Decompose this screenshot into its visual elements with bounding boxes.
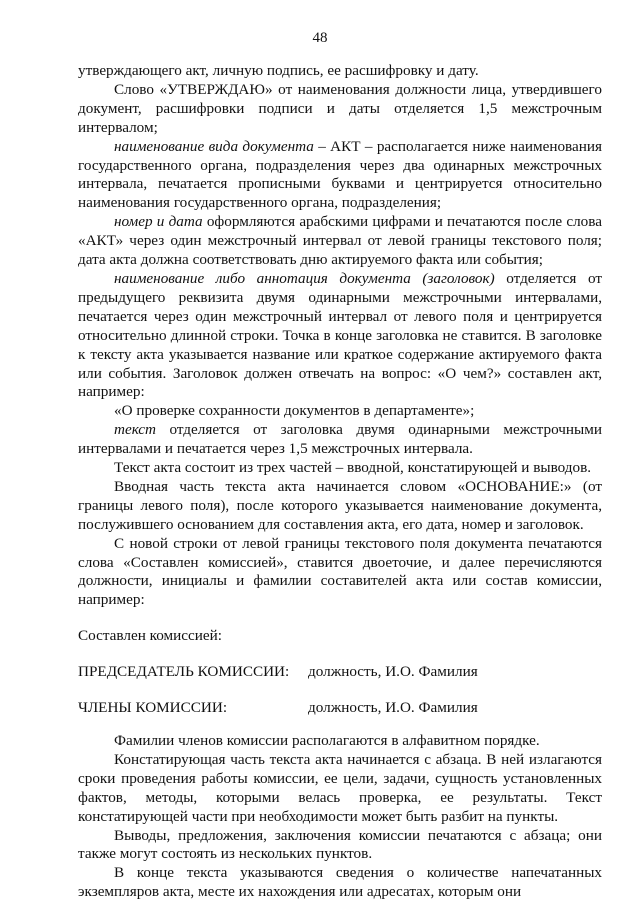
term-text: текст	[114, 421, 156, 439]
paragraph-alphabetical-order: Фамилии членов комиссии располагаются в алфавитном порядке.	[114, 732, 540, 749]
page-number: 48	[312, 30, 328, 46]
paragraph-approved-word: Слово «УТВЕРЖДАЮ» от наименования должности лица, утвердившего документ, расшифровки подписи и даты отделяется 1,5 межстрочным интервалом;	[78, 80, 602, 136]
paragraph-text-rest: отделяется от заголовка двумя одинарными межстрочными интервалами и печатается через 1,5 межстрочных интервала.	[78, 421, 602, 458]
paragraph-document-type-text: – АКТ – располагается ниже наименования государственного органа, подразделения через два одинарных межстрочных интервала, печатается прописными буквами и центрируется относительно наименования государственного органа, подразделения;	[78, 137, 602, 212]
paragraph-copies-info: В конце текста указываются сведения о количестве напечатанных экземпляров акта, месте их нахождения или адресатах, которым они	[78, 864, 602, 901]
paragraph-heading-text: отделяется от предыдущего реквизита двумя одинарными межстрочными интервалами, печатается через один межстрочный интервал от левого поля и центрируется относительно длинной строки. Точка в конце заголовка не ставится. В заголовке к тексту акта указывается название или краткое содержание актируемого факта или события. Заголовок должен отвечать на вопрос: «О чем?» составлен акт, например:	[78, 269, 602, 401]
document-body	[78, 62, 602, 902]
term-number-date: номер и дата	[114, 213, 203, 231]
term-document-type: наименование вида документа	[114, 137, 314, 155]
spacer	[78, 610, 602, 627]
chairman-label: ПРЕДСЕДАТЕЛЬ КОМИССИИ:	[78, 663, 290, 681]
spacer	[78, 718, 602, 732]
term-heading: наименование либо аннотация документа (заголовок)	[114, 269, 495, 287]
commission-members-row	[78, 699, 602, 718]
paragraph-conclusions: Выводы, предложения, заключения комиссии печатаются с абзаца; они также могут состоять из нескольких пунктов.	[78, 826, 602, 863]
spacer	[78, 682, 602, 699]
paragraph-three-parts: Текст акта состоит из трех частей – вводной, констатирующей и выводов.	[114, 459, 592, 477]
paragraph-statement-part: Констатирующая часть текста акта начинается с абзаца. В ней излагаются сроки проведения работы комиссии, ее цели, задачи, сущность установленных фактов, методы, которыми велась проверка, ее результаты. Текст констатирующей части при необходимости может быть разбит на пункты.	[78, 750, 602, 825]
paragraph-introductory-part: Вводная часть текста акта начинается словом «ОСНОВАНИЕ:» (от границы левого поля), после которого указывается наименование документа, послужившего основанием для составления акта, его дата, номер и заголовок.	[78, 477, 602, 533]
paragraph-number-date	[78, 213, 602, 270]
members-label: ЧЛЕНЫ КОМИССИИ:	[78, 699, 228, 717]
chairman-value: должность, И.О. Фамилия	[308, 663, 478, 681]
paragraph-commission-intro: С новой строки от левой границы текстового поля документа печатаются слова «Составлен комиссией», ставится двоеточие, и далее перечисляются должности, инициалы и фамилии составителей акта или состав комиссии, например:	[78, 534, 602, 609]
paragraph-heading	[78, 270, 602, 402]
paragraph-number-date-text: оформляются арабскими цифрами и печатаются после слова «АКТ» через один межстрочный интервал от левой границы текстового поля; дата акта должна соответствовать дню актируемого факта или события;	[78, 213, 602, 269]
composed-by-label: Составлен комиссией:	[78, 627, 222, 645]
members-value: должность, И.О. Фамилия	[308, 699, 478, 717]
paragraph-document-type	[78, 138, 602, 214]
paragraph-text	[78, 421, 602, 459]
commission-chairman-row	[78, 663, 602, 682]
paragraph-approver-signature: утверждающего акт, личную подпись, ее расшифровку и дату.	[78, 62, 479, 79]
spacer	[78, 646, 602, 663]
paragraph-heading-example: «О проверке сохранности документов в департаменте»;	[114, 402, 475, 420]
